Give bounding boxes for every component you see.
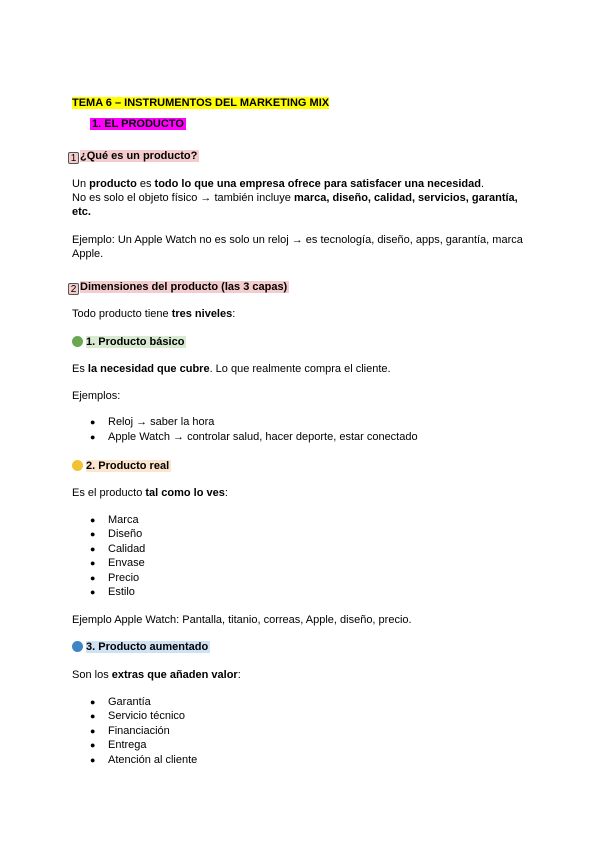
list-item: ● Servicio técnico	[90, 710, 186, 722]
yellow-circle-icon	[72, 460, 83, 471]
list-item: ● Precio	[90, 572, 140, 584]
list-item: ● Diseño	[90, 528, 143, 540]
green-circle-icon	[72, 336, 83, 347]
keycap-1-icon: 1	[68, 152, 79, 164]
question-heading-1: 1 ¿Qué es un producto?	[68, 149, 199, 164]
basic-examples-label: Ejemplos:	[72, 390, 121, 402]
example-line-1: Ejemplo: Un Apple Watch no es solo un reloj → es tecnología, diseño, apps, garantía, marca	[72, 234, 523, 246]
list-item: ● Reloj → saber la hora	[90, 416, 215, 428]
example-line-2: Apple.	[72, 248, 104, 260]
question-heading-2: 2 Dimensiones del producto (las 3 capas)	[68, 280, 289, 295]
list-item: ● Apple Watch → controlar salud, hacer deporte, estar conectado	[90, 431, 418, 443]
basic-heading: 1. Producto básico	[72, 335, 186, 349]
definition-line-3: etc.	[72, 206, 91, 218]
basic-desc: Es la necesidad que cubre. Lo que realmente compra el cliente.	[72, 363, 391, 375]
real-example: Ejemplo Apple Watch: Pantalla, titanio, correas, Apple, diseño, precio.	[72, 614, 412, 626]
intro-line: Todo producto tiene tres niveles:	[72, 308, 236, 320]
doc-title: TEMA 6 – INSTRUMENTOS DEL MARKETING MIX	[72, 97, 330, 109]
list-item: ● Financiación	[90, 725, 170, 737]
list-item: ● Marca	[90, 514, 139, 526]
list-item: ● Garantía	[90, 696, 151, 708]
blue-circle-icon	[72, 641, 83, 652]
section-heading: 1. EL PRODUCTO	[92, 118, 184, 130]
definition-line-1: Un producto es todo lo que una empresa ofrece para satisfacer una necesidad.	[72, 178, 485, 190]
keycap-2-icon: 2	[68, 283, 79, 295]
real-heading: 2. Producto real	[72, 459, 171, 473]
definition-line-2: No es solo el objeto físico → también incluye marca, diseño, calidad, servicios, garantía,	[72, 192, 518, 204]
list-item: ● Envase	[90, 557, 145, 569]
list-item: ● Entrega	[90, 739, 147, 751]
augmented-desc: Son los extras que añaden valor:	[72, 669, 241, 681]
augmented-heading: 3. Producto aumentado	[72, 640, 210, 654]
list-item: ● Atención al cliente	[90, 754, 198, 766]
real-desc: Es el producto tal como lo ves:	[72, 487, 228, 499]
list-item: ● Calidad	[90, 543, 146, 555]
list-item: ● Estilo	[90, 586, 135, 598]
